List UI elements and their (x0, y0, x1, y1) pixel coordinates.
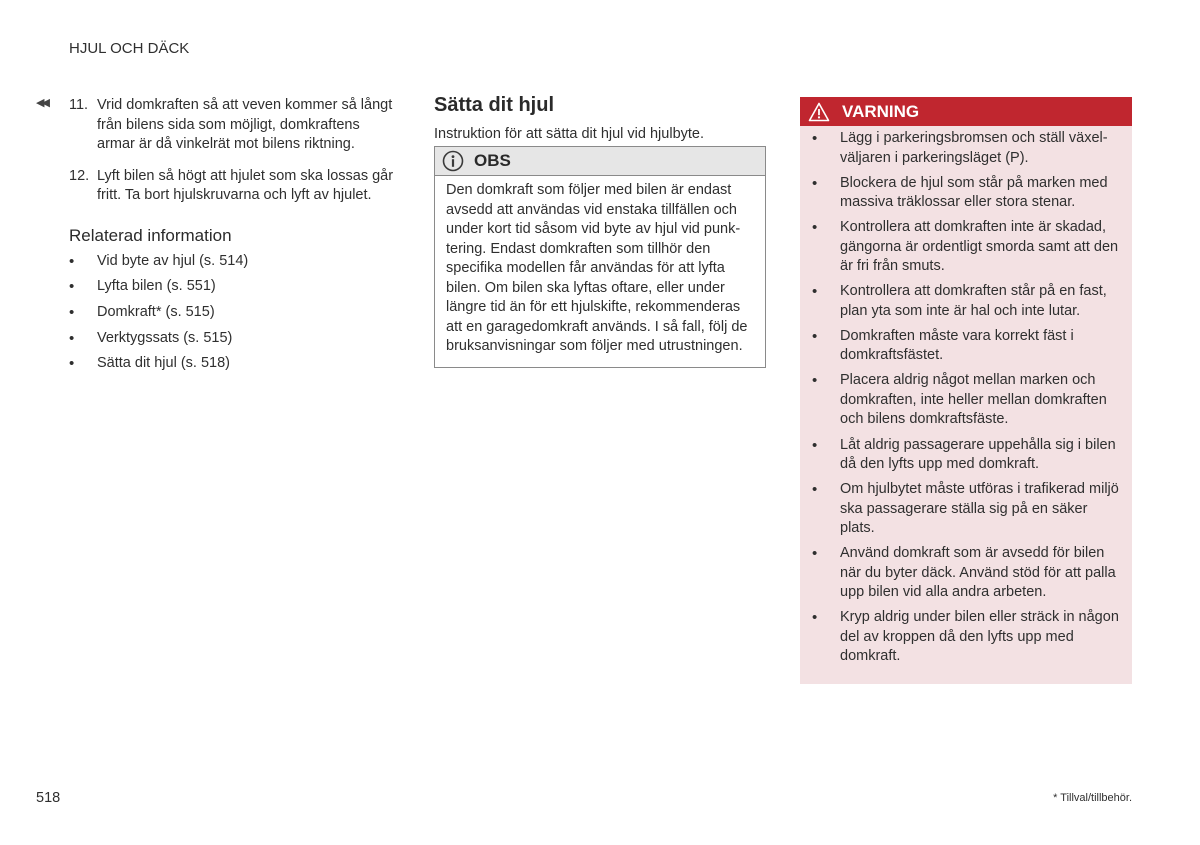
warning-box (800, 97, 1132, 684)
warning-item: • Placera aldrig något mellan marken och domkraften, inte heller mellan domkraften och bilens domkraftsfäste. (812, 371, 1122, 430)
obs-text: Den domkraft som följer med bilen är endast avsedd att användas vid enstaka tillfällen och under kort tid såsom vid byte av hjul vid punktering. Endast domkraften som tillhör den specifika modellen får användas för att lyfta bilen. Om bilen ska lyftas oftare, eller under längre tid än för ett hjulskifte, rekommenderas att en garagedomkraft används. I så fall, följ de bruksanvisningar som följer med utrustningen. (446, 182, 748, 354)
step-item (36, 167, 398, 206)
warning-item: • Använd domkraft som är avsedd för bilen när du byter däck. Använd stöd för att palla upp bilen vid alla andra arbeten. (812, 544, 1122, 603)
related-link[interactable]: • Domkraft* (s. 515) (69, 303, 398, 323)
step-number: 12. (69, 167, 90, 184)
info-icon (442, 150, 464, 172)
intro-text: Instruktion för att sätta dit hjul vid hjulbyte. (434, 126, 704, 142)
warning-title: VARNING (842, 101, 920, 121)
step-text: Vrid domkraften så att veven kommer så långt från bilens sida som möjligt, domkraftens armar är då vinkelrät mot bilens riktning. (97, 97, 393, 152)
warning-item: • Lägg i parkeringsbromsen och ställ växelväljaren i parkeringsläget (P). (812, 129, 1122, 168)
related-link[interactable]: • Verktygssats (s. 515) (69, 329, 398, 349)
related-link[interactable]: • Lyfta bilen (s. 551) (69, 277, 398, 297)
obs-box (434, 146, 766, 368)
instruction-column (36, 96, 398, 380)
warning-list (800, 126, 1132, 667)
page-heading: Sätta dit hjul (434, 94, 554, 116)
warning-item: • Kontrollera att domkraften står på en fast, plan yta som inte är hal och inte lutar. (812, 282, 1122, 321)
section-title: HJUL OCH DÄCK (69, 40, 190, 57)
related-info-list (69, 252, 398, 374)
related-info-title: Relaterad information (69, 225, 232, 245)
warning-item: • Blockera de hjul som står på marken med massiva träklossar eller stora stenar. (812, 174, 1122, 213)
double-chevron-left-icon: ◀◀ (36, 97, 47, 109)
step-item (36, 96, 398, 155)
footnote: * Tillval/tillbehör. (1053, 792, 1132, 804)
step-text: Lyft bilen så högt att hjulet som ska lossas går fritt. Ta bort hjulskruvarna och lyft av hjulet. (97, 167, 394, 203)
obs-header (435, 147, 765, 176)
step-number: 11. (69, 97, 89, 113)
warning-header (800, 97, 1132, 126)
warning-item: • Kryp aldrig under bilen eller sträck in någon del av kroppen då den lyfts upp med domkraft. (812, 608, 1122, 667)
main-column (434, 93, 766, 368)
warning-item: • Kontrollera att domkraften inte är skadad, gängorna är ordentligt smorda samt att den är fri från smuts. (812, 218, 1122, 277)
related-link[interactable]: • Vid byte av hjul (s. 514) (69, 252, 398, 272)
page-number: 518 (36, 790, 61, 806)
warning-item: • Låt aldrig passagerare uppehålla sig i bilen då den lyfts upp med domkraft. (812, 436, 1122, 475)
obs-title: OBS (474, 151, 511, 170)
warning-item: • Domkraften måste vara korrekt fäst i domkraftsfästet. (812, 327, 1122, 366)
warning-item: • Om hjulbytet måste utföras i trafikerad miljö ska passagerare ställa sig på en säker plats. (812, 480, 1122, 539)
related-link[interactable]: • Sätta dit hjul (s. 518) (69, 354, 398, 374)
warning-triangle-icon (808, 102, 830, 122)
